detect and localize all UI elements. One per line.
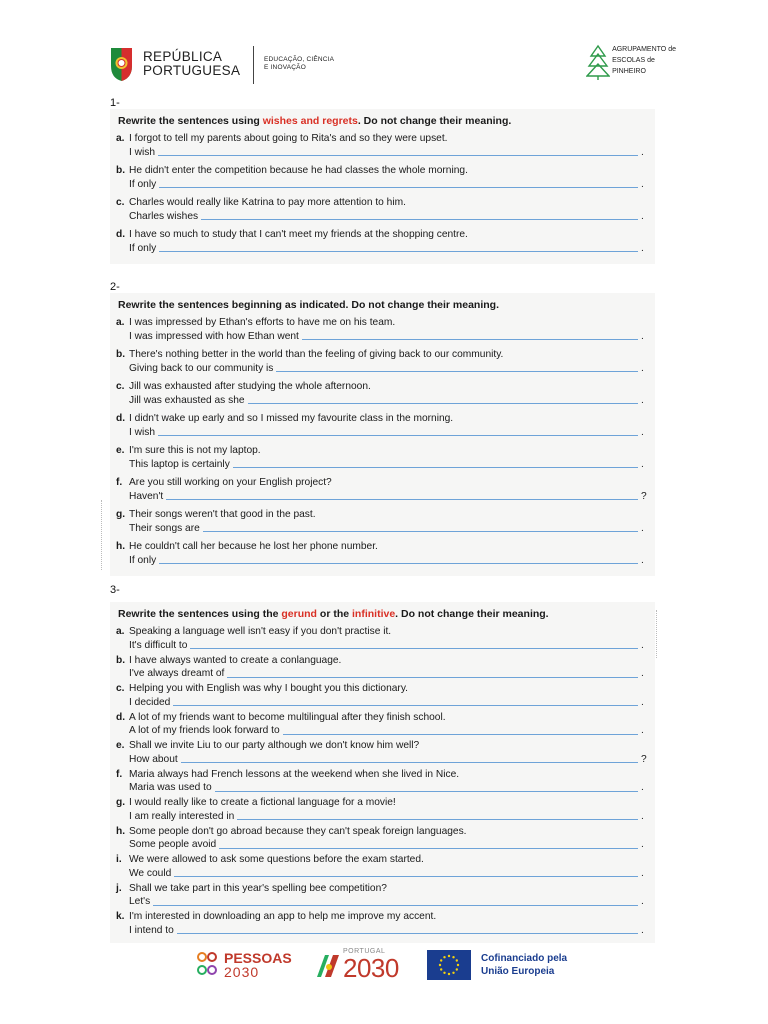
eu-cofunding-logo (427, 950, 567, 980)
item-label: a. (116, 626, 125, 637)
exercise-item (116, 476, 649, 503)
item-prompt: Giving back to our community is (129, 362, 274, 374)
eu-line1: Cofinanciado pela (481, 953, 568, 964)
eu-flag-icon (427, 950, 471, 980)
answer-line[interactable] (173, 705, 638, 706)
exercise-answer-row (129, 838, 649, 852)
item-question: I forgot to tell my parents about going to Rita's and so they were upset. (129, 133, 448, 144)
item-question: He couldn't call her because he lost her phone number. (129, 541, 378, 552)
item-question: I'm sure this is not my laptop. (129, 445, 261, 456)
item-label: g. (116, 509, 126, 520)
item-label: a. (116, 133, 125, 144)
gov-name-line2: PORTUGUESA (143, 63, 241, 78)
item-label: e. (116, 445, 125, 456)
exercise-item (116, 853, 649, 880)
ministry-line1: EDUCAÇÃO, CIÊNCIA (264, 56, 335, 63)
item-end-punctuation: . (641, 696, 644, 708)
school-logo (586, 44, 676, 80)
exercise-question-row (116, 796, 649, 810)
item-prompt: If only (129, 178, 157, 190)
exercise-item (116, 654, 649, 681)
exercise-answer-row (129, 781, 649, 795)
exercise-question-row (116, 825, 649, 839)
item-end-punctuation: . (641, 210, 644, 222)
item-question: Some people don't go abroad because they can't speak foreign languages. (129, 825, 467, 837)
exercise-item (116, 739, 649, 766)
answer-line[interactable] (177, 933, 638, 934)
answer-line[interactable] (283, 734, 638, 735)
item-question: There's nothing better in the world than the feeling of giving back to our community. (129, 349, 504, 360)
exercise-question-row (116, 910, 649, 924)
answer-line[interactable] (159, 187, 638, 188)
exercise-question-row (116, 682, 649, 696)
item-prompt: Jill was exhausted as she (129, 394, 245, 406)
exercise-answer-row (129, 146, 649, 160)
item-prompt: If only (129, 554, 157, 566)
section2-title: Rewrite the sentences beginning as indicated. Do not change their meaning. (118, 299, 499, 311)
pessoas-2030-logo (195, 948, 292, 982)
item-question: I would really like to create a fictional language for a movie! (129, 797, 396, 808)
exercise-question-row (116, 196, 649, 210)
exercise-item (116, 882, 649, 909)
portugal-emblem-icon (108, 46, 135, 82)
item-label: f. (116, 477, 123, 488)
item-label: b. (116, 165, 126, 176)
exercise-item (116, 444, 649, 471)
exercise-answer-row (129, 522, 649, 536)
item-end-punctuation: . (641, 782, 644, 793)
exercise-question-row (116, 476, 649, 490)
item-end-punctuation: . (641, 810, 644, 822)
item-question: A lot of my friends want to become multilingual after they finish school. (129, 711, 446, 723)
scan-side-mark (101, 500, 105, 570)
item-label: h. (116, 541, 126, 552)
exercise-item (116, 540, 649, 567)
exercise-item (116, 508, 649, 535)
exercise-answer-row (129, 724, 649, 738)
exercise-answer-row (129, 330, 649, 344)
section3-number: 3- (110, 584, 120, 596)
item-label: c. (116, 683, 125, 694)
item-label: k. (116, 911, 125, 922)
pessoas-year: 2030 (224, 964, 260, 980)
eu-line2: União Europeia (481, 966, 555, 977)
item-prompt: We could (129, 867, 172, 879)
school-line3: PINHEIRO (612, 68, 646, 75)
item-label: b. (116, 654, 126, 666)
exercise-question-row (116, 625, 649, 639)
item-label: i. (116, 854, 122, 865)
item-question: Maria always had French lessons at the weekend when she lived in Nice. (129, 768, 460, 780)
item-question: Jill was exhausted after studying the whole afternoon. (129, 381, 371, 392)
exercise-item (116, 625, 649, 652)
section2-card (110, 293, 655, 576)
exercise-item (116, 910, 649, 937)
answer-line[interactable] (153, 905, 638, 906)
item-label: d. (116, 413, 126, 424)
item-question: He didn't enter the competition because he had classes the whole morning. (129, 165, 468, 176)
answer-line[interactable] (233, 467, 638, 468)
item-end-punctuation: . (641, 725, 644, 736)
answer-line[interactable] (201, 219, 638, 220)
pessoas-label: PESSOAS (224, 950, 292, 966)
answer-line[interactable] (174, 876, 638, 877)
answer-line[interactable] (159, 251, 638, 252)
exercise-question-row (116, 316, 649, 330)
answer-line[interactable] (159, 563, 638, 564)
item-prompt: It's difficult to (129, 639, 188, 651)
exercise-question-row (116, 739, 649, 753)
exercise-item (116, 132, 649, 159)
item-label: c. (116, 381, 125, 392)
item-prompt: Let's (129, 896, 151, 907)
exercise-item (116, 380, 649, 407)
exercise-item (116, 164, 649, 191)
item-end-punctuation: . (641, 639, 644, 651)
exercise-item (116, 316, 649, 343)
item-prompt: Charles wishes (129, 210, 199, 222)
item-label: h. (116, 825, 126, 837)
portugal-year: 2030 (343, 953, 399, 983)
section3-title: Rewrite the sentences using the gerund or the infinitive. Do not change their meaning. (118, 608, 549, 620)
item-prompt: Their songs are (129, 522, 200, 534)
item-label: a. (116, 317, 125, 328)
school-line2: ESCOLAS de (612, 57, 655, 64)
exercise-question-row (116, 768, 649, 782)
item-prompt: I wish (129, 146, 156, 158)
item-label: g. (116, 797, 126, 808)
item-label: b. (116, 349, 126, 360)
portugal-2030-logo (315, 948, 399, 981)
header-divider (253, 46, 254, 84)
pine-tree-icon (586, 44, 610, 80)
exercise-question-row (116, 882, 649, 896)
exercise-item (116, 228, 649, 255)
item-question: I have always wanted to create a conlanguage. (129, 654, 342, 666)
item-label: f. (116, 768, 123, 780)
page-header (108, 42, 676, 87)
exercise-answer-row (129, 490, 649, 504)
item-prompt: Haven't (129, 490, 164, 502)
item-label: j. (116, 882, 122, 894)
answer-line[interactable] (190, 648, 638, 649)
section3-card (110, 602, 655, 943)
item-prompt: How about (129, 753, 178, 765)
item-end-punctuation: . (641, 554, 644, 566)
item-prompt: This laptop is certainly (129, 458, 230, 470)
item-end-punctuation: . (641, 924, 644, 936)
answer-line[interactable] (215, 791, 638, 792)
answer-line[interactable] (203, 531, 638, 532)
exercise-answer-row (129, 753, 649, 767)
exercise-question-row (116, 132, 649, 146)
item-question: I'm interested in downloading an app to help me improve my accent. (129, 911, 437, 922)
item-end-punctuation: . (641, 867, 644, 879)
item-end-punctuation: . (641, 362, 644, 374)
exercise-answer-row (129, 810, 649, 824)
item-question: Shall we invite Liu to our party although we don't know him well? (129, 740, 420, 751)
exercise-question-row (116, 348, 649, 362)
exercise-item (116, 796, 649, 823)
item-question: Speaking a language well isn't easy if you don't practise it. (129, 626, 392, 637)
item-end-punctuation: . (641, 522, 644, 534)
portugal-label: PORTUGAL (343, 948, 386, 955)
item-prompt: I am really interested in (129, 810, 235, 822)
exercise-question-row (116, 380, 649, 394)
item-question: Shall we take part in this year's spelling bee competition? (129, 882, 387, 894)
item-prompt: I've always dreamt of (129, 668, 225, 679)
item-prompt: I intend to (129, 924, 174, 936)
item-question: I didn't wake up early and so I missed my favourite class in the morning. (129, 413, 454, 424)
exercise-answer-row (129, 867, 649, 881)
item-question: We were allowed to ask some questions before the exam started. (129, 854, 424, 865)
school-line1: AGRUPAMENTO de (612, 46, 676, 53)
exercise-question-row (116, 508, 649, 522)
answer-line[interactable] (158, 155, 638, 156)
answer-line[interactable] (166, 499, 638, 500)
section1-number: 1- (110, 97, 120, 109)
item-prompt: I decided (129, 696, 171, 708)
item-question: I have so much to study that I can't meet my friends at the shopping centre. (129, 229, 468, 240)
item-prompt: If only (129, 242, 157, 254)
item-prompt: A lot of my friends look forward to (129, 725, 280, 736)
exercise-question-row (116, 164, 649, 178)
pessoas-people-icon (195, 948, 221, 982)
item-label: d. (116, 229, 126, 240)
item-label: c. (116, 197, 125, 208)
scan-side-mark (656, 610, 660, 658)
section2-number: 2- (110, 281, 120, 293)
funding-footer (195, 948, 585, 988)
item-question: Their songs weren't that good in the past. (129, 509, 316, 520)
item-prompt: I was impressed with how Ethan went (129, 330, 299, 342)
exercise-answer-row (129, 178, 649, 192)
item-prompt: Maria was used to (129, 782, 212, 793)
item-prompt: I wish (129, 426, 156, 438)
item-end-punctuation: ? (641, 753, 647, 765)
answer-line[interactable] (181, 762, 638, 763)
item-question: Charles would really like Katrina to pay more attention to him. (129, 197, 406, 208)
item-end-punctuation: . (641, 178, 644, 190)
item-question: I was impressed by Ethan's efforts to have me on his team. (129, 317, 396, 328)
answer-line[interactable] (237, 819, 638, 820)
exercise-item (116, 682, 649, 709)
exercise-answer-row (129, 242, 649, 256)
item-end-punctuation: . (641, 458, 644, 470)
item-end-punctuation: . (641, 896, 644, 907)
exercise-item (116, 412, 649, 439)
republica-portuguesa-logo (108, 46, 240, 82)
exercise-answer-row (129, 426, 649, 440)
gov-name-line1: REPÚBLICA (143, 49, 223, 64)
item-question: Are you still working on your English project? (129, 477, 332, 488)
item-end-punctuation: . (641, 426, 644, 438)
exercise-item (116, 711, 649, 738)
item-end-punctuation: . (641, 668, 644, 679)
exercise-answer-row (129, 696, 649, 710)
exercise-question-row (116, 444, 649, 458)
answer-line[interactable] (219, 848, 638, 849)
answer-line[interactable] (276, 371, 638, 372)
exercise-answer-row (129, 394, 649, 408)
exercise-answer-row (129, 362, 649, 376)
exercise-answer-row (129, 895, 649, 909)
exercise-answer-row (129, 667, 649, 681)
item-label: e. (116, 740, 125, 751)
answer-line[interactable] (227, 677, 638, 678)
item-label: d. (116, 711, 126, 723)
section1-title: Rewrite the sentences using wishes and regrets. Do not change their meaning. (118, 115, 512, 127)
answer-line[interactable] (302, 339, 638, 340)
item-prompt: Some people avoid (129, 839, 217, 850)
portugal-2030-flag-icon (315, 949, 341, 981)
exercise-answer-row (129, 554, 649, 568)
exercise-question-row (116, 228, 649, 242)
exercise-item (116, 196, 649, 223)
exercise-question-row (116, 654, 649, 668)
exercise-answer-row (129, 924, 649, 938)
exercise-question-row (116, 711, 649, 725)
exercise-item (116, 768, 649, 795)
item-end-punctuation: . (641, 330, 644, 342)
ministry-line2: E INOVAÇÃO (264, 64, 306, 71)
exercise-answer-row (129, 639, 649, 653)
exercise-item (116, 348, 649, 375)
exercise-item (116, 825, 649, 852)
exercise-question-row (116, 540, 649, 554)
item-end-punctuation: . (641, 146, 644, 158)
section1-card (110, 109, 655, 264)
exercise-question-row (116, 412, 649, 426)
exercise-answer-row (129, 458, 649, 472)
answer-line[interactable] (248, 403, 638, 404)
item-end-punctuation: ? (641, 490, 647, 502)
item-end-punctuation: . (641, 394, 644, 406)
exercise-question-row (116, 853, 649, 867)
answer-line[interactable] (158, 435, 638, 436)
item-end-punctuation: . (641, 839, 644, 850)
item-end-punctuation: . (641, 242, 644, 254)
exercise-answer-row (129, 210, 649, 224)
ministry-name (264, 56, 334, 72)
item-question: Helping you with English was why I bought you this dictionary. (129, 683, 408, 694)
